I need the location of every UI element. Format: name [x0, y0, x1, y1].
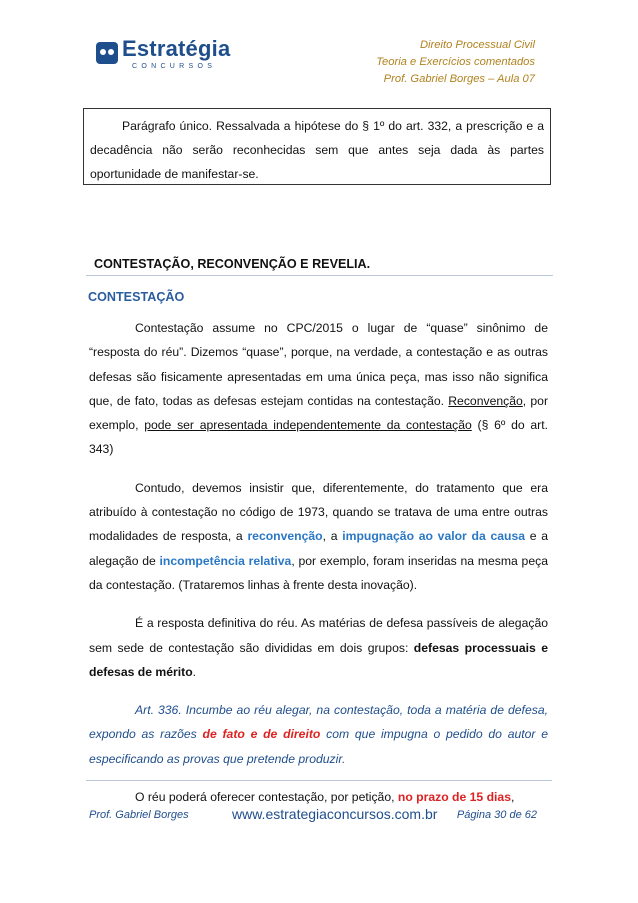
p5-text-2: , [510, 790, 515, 805]
header-course: Direito Processual Civil [419, 39, 535, 51]
body-text [89, 316, 548, 823]
p1-text: Contestação assume no CPC/2015 o lugar de “quase” sinônimo de “resposta do réu”. Dizemos “quase”, porque, na verdade, a contestação e as outras defesas são fisicamente apresentadas em uma única peça, mas isso não significa que, de fato, todas as defesas estejam contidas na contestação. [89, 321, 548, 408]
p2-highlight-incompetencia: incompetência relativa [159, 553, 292, 568]
p2-highlight-reconvencao: reconvenção [247, 529, 323, 544]
p5-text: O réu poderá oferecer contestação, por petição, [135, 790, 398, 805]
p3-bold: defesas processuais e defesas de mérito [89, 640, 549, 679]
p3-text-2: . [192, 664, 197, 679]
estrategia-logo [96, 36, 236, 74]
p2-text-4: , por exemplo, foram inseridas na mesma peça da contestação. (Trataremos linhas à frente desta inovação). [89, 553, 548, 592]
p1-text-2: , por exemplo, [89, 393, 548, 433]
header-lesson: Prof. Gabriel Borges – Aula 07 [383, 73, 535, 85]
section-title: CONTESTAÇÃO, RECONVENÇÃO E REVELIA. [86, 257, 553, 276]
boxed-quote [83, 108, 551, 185]
subsection-title: CONTESTAÇÃO [88, 290, 185, 304]
p4-highlight-fato-direito: de fato e de direito [202, 727, 321, 742]
header-info [376, 37, 535, 88]
p2-text-3: e a alegação de [89, 529, 548, 568]
owl-logo-icon [96, 42, 118, 64]
p2-text-2: , a [322, 529, 343, 544]
p2-text: Contudo, devemos insistir que, diferentemente, do tratamento que era atribuído à contestação no código de 1973, quando se tratava de uma entre outras modalidades de resposta, a [89, 480, 548, 544]
p1-underline-independent: pode ser apresentada independentemente da contestação [144, 418, 472, 433]
footer-divider [86, 780, 552, 781]
p4-text-2: com que impugna o pedido do autor e especificando as provas que pretende produzir. [89, 727, 549, 766]
p3-text: É a resposta definitiva do réu. As matérias de defesa passíveis de alegação sem sede de contestação são divididas em dois grupos: [89, 616, 548, 655]
header-subtitle: Teoria e Exercícios comentados [376, 56, 535, 68]
p5-highlight-prazo: no prazo de 15 dias [397, 790, 511, 805]
paragraph-2 [89, 476, 548, 597]
paragraph-3 [89, 611, 548, 684]
logo-name: Estratégia [122, 36, 231, 61]
paragraph-article-336 [89, 698, 548, 771]
p4-text: Art. 336. Incumbe ao réu alegar, na contestação, toda a matéria de defesa, expondo as razões [89, 703, 548, 742]
p1-underline-reconvencao: Reconvenção [448, 393, 523, 408]
footer-author: Prof. Gabriel Borges [89, 809, 189, 821]
footer-site-link[interactable]: www.estrategiaconcursos.com.br [232, 806, 438, 822]
footer-page-number: Página 30 de 62 [456, 809, 537, 821]
p1-text-3: (§ 6º do art. 343) [89, 418, 549, 457]
p2-highlight-impugnacao: impugnação ao valor da causa [342, 529, 525, 544]
logo-subtitle: CONCURSOS [132, 63, 217, 70]
paragraph-1 [89, 316, 548, 462]
boxed-text: Parágrafo único. Ressalvada a hipótese do § 1º do art. 332, a prescrição e a decadência não serão reconhecidas sem que antes seja dada às partes oportunidade de manifestar-se. [90, 119, 544, 181]
